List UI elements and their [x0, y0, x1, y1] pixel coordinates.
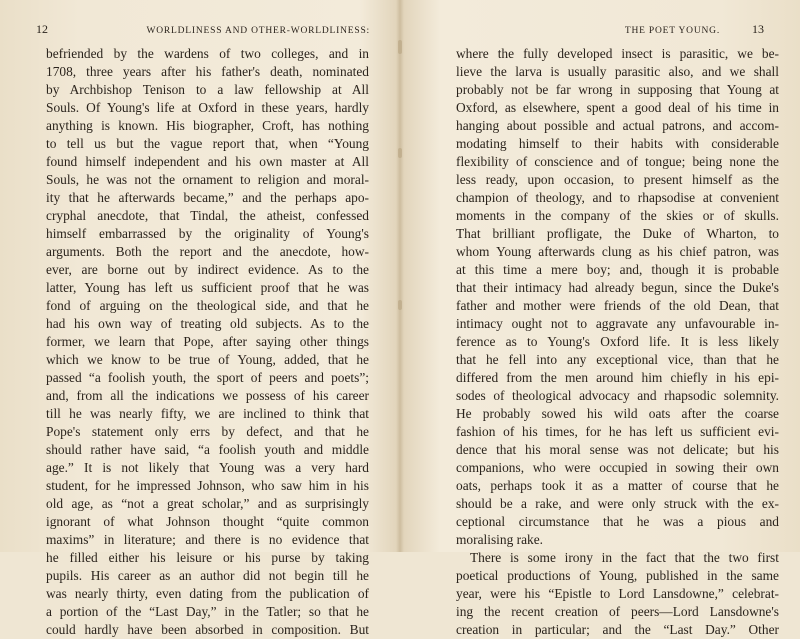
text-line: passed “a foolish youth, the sport of peers and poets”; — [46, 370, 369, 385]
text-line: He probably sowed his wild oats after the coarse — [456, 406, 779, 421]
text-line: found himself independent and his own master at All — [46, 154, 369, 169]
text-line: hanging about possible and actual patrons, and accom- — [456, 118, 779, 133]
text-line: modating himself to their habits with considerable — [456, 136, 779, 151]
text-line: whom Young afterwards clung as his chief patron, was — [456, 244, 779, 259]
text-line: year, were his “Epistle to Lord Lansdowne,” celebrat- — [456, 586, 779, 601]
text-line: had his own way of treating old subjects. As to the — [46, 316, 369, 331]
text-line: should be a rake, and were only struck with the ex- — [456, 496, 779, 511]
running-head: THE POET YOUNG. — [624, 26, 720, 36]
text-line: ever, are borne out by indirect evidence. As to the — [46, 262, 369, 277]
left-page — [0, 0, 400, 637]
text-line: intimacy ought not to aggravate any unfavourable in- — [456, 316, 779, 331]
text-line: old age, as “not a great scholar,” and as surprisingly — [46, 496, 369, 511]
text-line: champion of theology, and to rhapsodise at convenient — [456, 190, 779, 205]
text-line: Pope's statement only errs by defect, and that he — [46, 424, 369, 439]
left-page-header — [36, 22, 370, 37]
text-line: that their intimacy had already begun, since the Duke's — [456, 280, 779, 295]
text-line: poetical productions of Young, published in the same — [456, 568, 779, 583]
text-line: ing the recent creation of peers—Lord Lansdowne's — [456, 604, 779, 619]
right-page-header — [464, 22, 764, 37]
text-line: creation in particular; and the “Last Day.” Other — [456, 622, 779, 637]
text-line: fond of arguing on the theological side, and that he — [46, 298, 369, 313]
text-line: dence that his moral sense was not delicate; but his — [456, 442, 779, 457]
text-line: pupils. His career as an author did not begin till he — [46, 568, 369, 583]
text-line: student, for he impressed Johnson, who saw him in his — [46, 478, 369, 493]
text-line: less ready, upon occasion, to present himself as the — [456, 172, 779, 187]
text-line: cryphal anecdote, that Tindal, the atheist, confessed — [46, 208, 369, 223]
page-number: 12 — [36, 22, 48, 36]
text-line: to tell us but the vague report that, when “Young — [46, 136, 369, 151]
text-line: ity that he afterwards became,” and the perhaps apo- — [46, 190, 369, 205]
text-line: ignorant of what Johnson thought “quite common — [46, 514, 369, 529]
text-line: till he was nearly fifty, we are inclined to think that — [46, 406, 369, 421]
text-line: befriended by the wardens of two colleges, and in — [46, 46, 369, 61]
text-line: differed from the men around him chiefly in his epi- — [456, 370, 779, 385]
text-line: arguments. Both the report and the anecdote, how- — [46, 244, 369, 259]
text-line: sodes of theological advocacy and rhapsodic solemnity. — [456, 388, 779, 403]
text-line: Oxford, as elsewhere, spent a good deal of his time in — [456, 100, 779, 115]
text-line: former, we learn that Pope, after saying other things — [46, 334, 369, 349]
left-page-text — [46, 45, 369, 639]
text-line: ference as to Young's Oxford life. It is less likely — [456, 334, 779, 349]
running-head: WORLDLINESS AND OTHER-WORLDLINESS: — [146, 26, 370, 36]
text-line: should rather have said, “a foolish youth and middle — [46, 442, 369, 457]
right-page — [400, 0, 800, 637]
text-line: he filled either his leisure or his purse by taking — [46, 550, 369, 565]
text-line: ceptional circumstance that he was a pious and — [456, 514, 779, 529]
text-line: and, from all the indications we possess of his career — [46, 388, 369, 403]
text-line: anything is known. His biographer, Croft, has nothing — [46, 118, 369, 133]
text-line: 1708, three years after his father's death, nominated — [46, 64, 369, 79]
text-line: Souls, he was not the ornament to religion and moral- — [46, 172, 369, 187]
text-line: where the fully developed insect is parasitic, we be- — [456, 46, 779, 61]
text-line: fashion of his times, for he has left us sufficient evi- — [456, 424, 779, 439]
text-line: moments in the company of the skies or of skulls. — [456, 208, 779, 223]
text-line: There is some irony in the fact that the two first — [470, 550, 779, 565]
text-line: father and mother were friends of the old Dean, that — [456, 298, 779, 313]
text-line: at this time a mere boy; and, though it is probable — [456, 262, 779, 277]
text-line: oats, perhaps took it as a matter of course that he — [456, 478, 779, 493]
text-line: which we know to be true of Young, added, that he — [46, 352, 369, 367]
text-line: was nearly thirty, even dating from the publication of — [46, 586, 369, 601]
text-line: by Archbishop Tenison to a law fellowship at All — [46, 82, 369, 97]
page-number: 13 — [752, 22, 764, 36]
text-line: lieve the larva is usually parasitic also, and we shall — [456, 64, 779, 79]
text-line: that he fell into any exceptional vice, than that he — [456, 352, 779, 367]
text-line: could hardly have been absorbed in composition. But — [46, 622, 369, 637]
text-line: himself embarrassed by the originality of Young's — [46, 226, 369, 241]
text-line: Souls. Of Young's life at Oxford in these years, hardly — [46, 100, 369, 115]
text-line: moralising rake. — [456, 532, 544, 547]
text-line: That brilliant profligate, the Duke of Wharton, to — [456, 226, 779, 241]
text-line: companions, who were occupied in sowing their own — [456, 460, 779, 475]
text-line: a portion of the “Last Day,” in the Tatler; so that he — [46, 604, 369, 619]
text-line: latter, Young has left us sufficient proof that he was — [46, 280, 369, 295]
text-line: probably not be far wrong in supposing that Young at — [456, 82, 779, 97]
right-page-text — [456, 45, 779, 639]
text-line: age.” It is not likely that Young was a very hard — [46, 460, 369, 475]
text-line: maxims” in literature; and there is no evidence that — [46, 532, 369, 547]
text-line: flexibility of conscience and of tongue; being none the — [456, 154, 779, 169]
